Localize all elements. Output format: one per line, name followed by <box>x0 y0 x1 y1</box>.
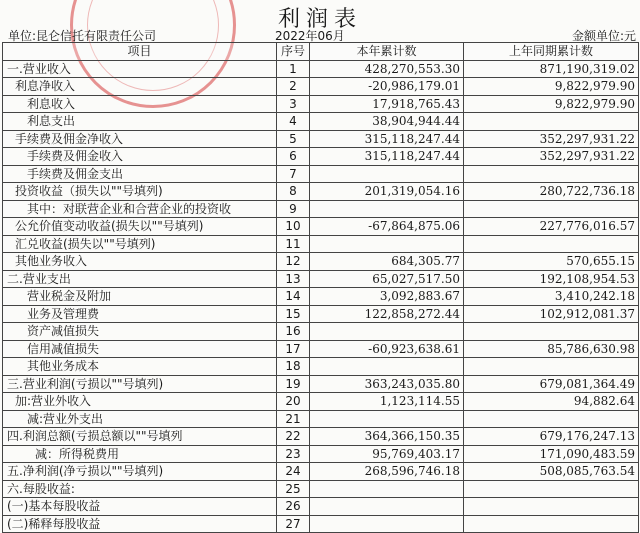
row-prior-value <box>464 410 639 428</box>
row-number: 10 <box>277 218 310 236</box>
row-number: 11 <box>277 235 310 253</box>
row-prior-value: 171,090,483.59 <box>464 445 639 463</box>
table-row <box>3 288 639 306</box>
page-title: 利润表 <box>277 7 362 32</box>
row-item-label: 二.营业支出 <box>3 270 277 288</box>
row-item-label: 手续费及佣金净收入 <box>3 130 277 148</box>
row-current-value: 684,305.77 <box>310 253 464 271</box>
table-row <box>3 358 639 376</box>
row-number: 6 <box>277 148 310 166</box>
row-item-label: 减：所得税费用 <box>3 445 277 463</box>
table-row <box>3 183 639 201</box>
row-current-value: 268,596,746.18 <box>310 463 464 481</box>
row-prior-value <box>464 113 639 131</box>
row-current-value <box>310 410 464 428</box>
row-prior-value: 227,776,016.57 <box>464 218 639 236</box>
row-number: 22 <box>277 428 310 446</box>
row-item-label: 一.营业收入 <box>3 60 277 78</box>
row-prior-value <box>464 200 639 218</box>
row-number: 21 <box>277 410 310 428</box>
company-unit-label: 单位:昆仑信托有限责任公司 <box>8 29 157 43</box>
row-prior-value: 280,722,736.18 <box>464 183 639 201</box>
table-row <box>3 305 639 323</box>
row-prior-value: 102,912,081.37 <box>464 305 639 323</box>
row-prior-value: 192,108,954.53 <box>464 270 639 288</box>
table-row <box>3 445 639 463</box>
row-current-value: -60,923,638.61 <box>310 340 464 358</box>
row-prior-value: 679,081,364.49 <box>464 375 639 393</box>
row-number: 19 <box>277 375 310 393</box>
row-item-label: 利息收入 <box>3 95 277 113</box>
table-row <box>3 113 639 131</box>
table-row <box>3 323 639 341</box>
row-current-value <box>310 165 464 183</box>
row-current-value <box>310 515 464 533</box>
table-row <box>3 200 639 218</box>
column-header-current: 本年累计数 <box>310 43 464 61</box>
row-current-value <box>310 358 464 376</box>
row-prior-value: 9,822,979.90 <box>464 78 639 96</box>
row-item-label: 资产减值损失 <box>3 323 277 341</box>
row-item-label: 减:营业外支出 <box>3 410 277 428</box>
row-current-value: -67,864,875.06 <box>310 218 464 236</box>
row-item-label: 手续费及佣金收入 <box>3 148 277 166</box>
table-row <box>3 515 639 533</box>
row-prior-value: 679,176,247.13 <box>464 428 639 446</box>
row-number: 7 <box>277 165 310 183</box>
table-row <box>3 410 639 428</box>
row-number: 26 <box>277 498 310 516</box>
row-number: 24 <box>277 463 310 481</box>
row-item-label: 三.营业利润(亏损以""号填列) <box>3 375 277 393</box>
row-number: 4 <box>277 113 310 131</box>
row-prior-value: 3,410,242.18 <box>464 288 639 306</box>
row-item-label: 投资收益（损失以""号填列) <box>3 183 277 201</box>
row-number: 23 <box>277 445 310 463</box>
table-row <box>3 95 639 113</box>
row-number: 2 <box>277 78 310 96</box>
row-prior-value <box>464 515 639 533</box>
row-item-label: 手续费及佣金支出 <box>3 165 277 183</box>
row-prior-value: 570,655.15 <box>464 253 639 271</box>
row-item-label: 六.每股收益: <box>3 480 277 498</box>
row-item-label: 五.净利润(净亏损以""号填列) <box>3 463 277 481</box>
table-row <box>3 428 639 446</box>
row-item-label: 营业税金及附加 <box>3 288 277 306</box>
column-header-no: 序号 <box>277 43 310 61</box>
table-row <box>3 393 639 411</box>
row-current-value: 428,270,553.30 <box>310 60 464 78</box>
row-number: 25 <box>277 480 310 498</box>
table-row <box>3 253 639 271</box>
row-prior-value <box>464 323 639 341</box>
row-item-label: 四.利润总额(亏损总额以""号填列 <box>3 428 277 446</box>
row-prior-value <box>464 498 639 516</box>
table-row <box>3 148 639 166</box>
row-current-value: 364,366,150.35 <box>310 428 464 446</box>
row-current-value <box>310 480 464 498</box>
row-current-value: 38,904,944.44 <box>310 113 464 131</box>
row-current-value: 201,319,054.16 <box>310 183 464 201</box>
row-current-value <box>310 498 464 516</box>
row-prior-value: 871,190,319.02 <box>464 60 639 78</box>
row-prior-value: 508,085,763.54 <box>464 463 639 481</box>
row-number: 8 <box>277 183 310 201</box>
row-item-label: 其中：对联营企业和合营企业的投资收 <box>3 200 277 218</box>
row-current-value <box>310 323 464 341</box>
row-current-value <box>310 200 464 218</box>
row-prior-value: 352,297,931.22 <box>464 130 639 148</box>
row-current-value: 95,769,403.17 <box>310 445 464 463</box>
row-number: 13 <box>277 270 310 288</box>
row-item-label: 信用减值损失 <box>3 340 277 358</box>
row-item-label: 其他业务收入 <box>3 253 277 271</box>
table-row <box>3 270 639 288</box>
table-row <box>3 130 639 148</box>
table-row <box>3 60 639 78</box>
row-current-value: 122,858,272.44 <box>310 305 464 323</box>
table-row <box>3 165 639 183</box>
table-row <box>3 375 639 393</box>
row-number: 16 <box>277 323 310 341</box>
report-date: 2022年06月 <box>275 29 345 43</box>
row-prior-value <box>464 165 639 183</box>
table-row <box>3 463 639 481</box>
row-current-value: 3,092,883.67 <box>310 288 464 306</box>
row-current-value: 65,027,517.50 <box>310 270 464 288</box>
row-prior-value: 85,786,630.98 <box>464 340 639 358</box>
row-current-value: -20,986,179.01 <box>310 78 464 96</box>
row-item-label: 汇兑收益(损失以""号填列) <box>3 235 277 253</box>
row-number: 20 <box>277 393 310 411</box>
row-current-value <box>310 235 464 253</box>
row-number: 27 <box>277 515 310 533</box>
table-row <box>3 498 639 516</box>
table-row <box>3 218 639 236</box>
row-item-label: 公允价值变动收益(损失以""号填列) <box>3 218 277 236</box>
row-number: 15 <box>277 305 310 323</box>
row-prior-value <box>464 358 639 376</box>
row-current-value: 17,918,765.43 <box>310 95 464 113</box>
row-item-label: (二)稀释每股收益 <box>3 515 277 533</box>
row-number: 14 <box>277 288 310 306</box>
income-statement-table <box>2 42 639 533</box>
row-number: 18 <box>277 358 310 376</box>
table-row <box>3 340 639 358</box>
row-current-value: 1,123,114.55 <box>310 393 464 411</box>
row-prior-value: 352,297,931.22 <box>464 148 639 166</box>
row-item-label: (一)基本每股收益 <box>3 498 277 516</box>
row-number: 1 <box>277 60 310 78</box>
table-row <box>3 480 639 498</box>
row-prior-value: 94,882.64 <box>464 393 639 411</box>
row-number: 12 <box>277 253 310 271</box>
column-header-item: 项目 <box>3 43 277 61</box>
column-header-prior: 上年同期累计数 <box>464 43 639 61</box>
row-item-label: 利息支出 <box>3 113 277 131</box>
row-item-label: 加:营业外收入 <box>3 393 277 411</box>
row-number: 9 <box>277 200 310 218</box>
row-item-label: 其他业务成本 <box>3 358 277 376</box>
row-prior-value <box>464 235 639 253</box>
currency-unit-label: 金额单位:元 <box>571 29 636 43</box>
table-row <box>3 78 639 96</box>
row-prior-value <box>464 480 639 498</box>
row-current-value: 363,243,035.80 <box>310 375 464 393</box>
row-number: 3 <box>277 95 310 113</box>
row-item-label: 业务及管理费 <box>3 305 277 323</box>
row-number: 5 <box>277 130 310 148</box>
table-header-row <box>3 43 639 61</box>
row-prior-value: 9,822,979.90 <box>464 95 639 113</box>
row-item-label: 利息净收入 <box>3 78 277 96</box>
row-number: 17 <box>277 340 310 358</box>
row-current-value: 315,118,247.44 <box>310 130 464 148</box>
table-row <box>3 235 639 253</box>
row-current-value: 315,118,247.44 <box>310 148 464 166</box>
